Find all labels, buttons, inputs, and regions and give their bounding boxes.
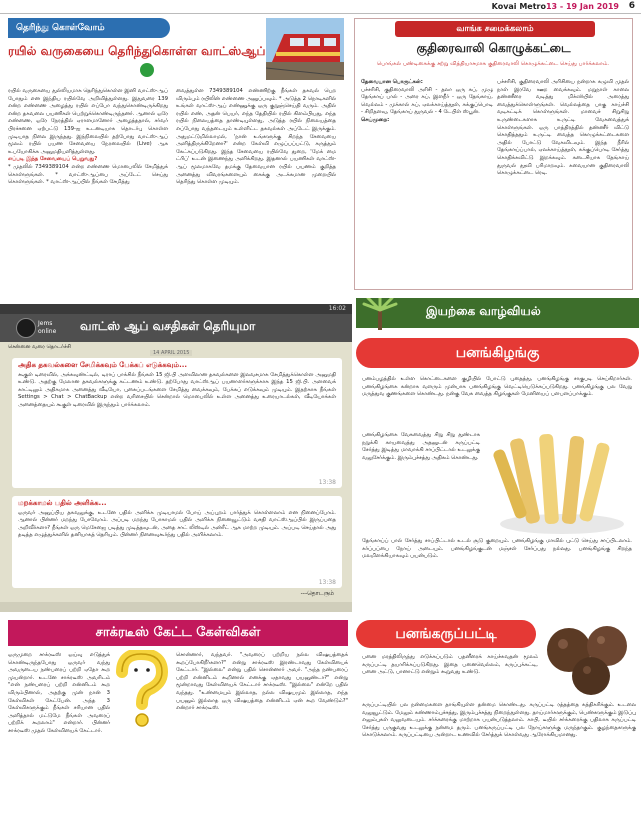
message-time: 13:38	[318, 579, 336, 586]
whatsapp-features-article	[0, 304, 352, 612]
message-input[interactable]	[0, 602, 352, 612]
ingredients-list: பச்சரிசி, குதிரைவாலி அரிசி - தலா ஒரு கப், முழு தேங்காய் பால் - அரை கப், இளநீர் - ஒரு தேங்காய், வெல்லம் - முக்கால் கப், ஏலக்காய்த்தூள், சுக்குப்பொடி - சிறிதளவு, தேங்காய் துருவல் - 4 டேபிள் ஸ்பூன்.	[361, 86, 493, 116]
recipe-title: குதிரைவாலி கொழுக்கட்டை	[416, 41, 571, 55]
section-tag: சாக்ரடீஸ் கேட்ட கேள்விகள்	[8, 620, 348, 646]
palm-sprout-image	[484, 428, 634, 538]
message-bubble	[12, 358, 342, 488]
page-header	[0, 0, 641, 14]
article-body: சொன்னார், வந்தவர். "அவரைப் பற்றிய நல்ல விஷயத்தைக் கூறப்போகிறீர்களா?" என்று சாக்ரடீஸ் இரண்டாவது கேள்வியைக் கேட்டார். "இல்லை" என்று பதில் சொன்னார் அவர். "அந்த நண்பரைப் பற்றி என்னிடம் கூறினால் எனக்கு ஏதாவது பயனுண்டா?" என்று மூன்றாவது கேள்வியைக் கேட்டார் சாக்ரடீஸ். "இல்லை" என்றே பதில் வந்தது. "உண்மையும் இல்லாத, நல்ல விஷயமும் இல்லாத, எந்த பயனும் இல்லாத ஒரு விஷயத்தை என்னிடம் ஏன் கூற வேண்டும்?" என்றார் சாக்ரடீஸ்.	[176, 652, 348, 712]
chat-header	[0, 314, 352, 342]
section-tag: தெரிந்து கொள்வோம்	[8, 18, 170, 38]
page-number: 6	[628, 1, 635, 11]
message-body: கூகுள் டிரைவில், அக்கவுண்ட்டில், டிராப் பாக்சில் நீங்கள் 15 ஜி.பி அளவிலான தகவல்களை இலவசமாக சேமித்துக்கொள்ள அனுமதி உண்டு. அதற்கு மேலான தகவல்களுக்கு கட்டணம் உண்டு. தற்போது வாட்ஸ்ஆப் பயனாளர்களுக்காக இந்த 15 ஜி.பி. அளவைக் காட்டிலும் அதிகமாக அனைத்து வீடியோ, புகைப்படங்களை சேமித்து வைக்கவும், பேக்கப் எடுக்கவும் முடியும். இதற்காக நீங்கள் Settings > Chat > ChatBackup என்ற வரிசையில் சென்றால் மொபைலில் உள்ள அனைத்து உரையாடல்கள், வீடியோக்கள் அனைத்தையும் கூகுள் டிரைவில் இருந்தும் பார்க்கலாம்.	[18, 371, 336, 408]
train-illustration	[266, 18, 344, 80]
article-body: ரயில் வருகையை துல்லியமாக தெரிந்துகொள்ள இனி வாட்ஸ்-ஆப் போதும் என இந்திய ரயில்வே அறிவித்துள்ளது. இதுவரை 139 என்ற எண்ணை அழைத்து ரயில் எப்போ வந்துகொண்டிருக்கிறது என்ற தகவலை பயணிகள் பெற்றுக்கொண்டிருந்தனர். ஆனால் ஒரே எண்ணை, ஒரே நேரத்தில் ஏராளமானோர் அழைத்ததால், சர்வர் பிரச்சனை ஏற்பட்டு 139-ஐ உடனடியாக தொடர்பு கொள்ள முடியாத நிலை இருந்தது. இந்நிலையில் தற்போது வாட்ஸ்-ஆப் மூலம் ரயில் பயண சேவையை நேரலையில் (Live) ஆக உபயோகிக்க அனுமதியளித்துள்ளது.	[8, 88, 168, 155]
article-body: பனம்பழத்தில் உள்ள கொட்டைகளை குழியில் போட்டு புதைத்து, பனங்கிழங்கு சாகுபடி செய்கிறார்கள். பனங்கிழங்கை கன்றாக வளரும் முன்பாக பனங்கிழங்கு வெட்டியெடுக்கப்படுகிறது. பனங்கிழங்கு பல வேறு மருத்துவ குணங்களை கொண்டது. நன்கு வேக வைத்த கிழங்குகள் மேனியைப் பளபளப்பாக்கும்.	[362, 376, 632, 398]
article-title: பனங்கிழங்கு	[356, 338, 639, 368]
natural-living-article	[356, 298, 639, 616]
message-title: அதிக தகவல்களை சேமிக்கவும் பேக்கப் எடுக்கவும்...	[18, 361, 188, 369]
section-tag: வாங்க சமைக்கலாம்	[395, 21, 595, 37]
ingredients-heading: தேவையான பொருட்கள்:	[361, 79, 423, 85]
sender-line: சென்னை வரை தொடர்ச்சி	[8, 344, 71, 350]
method-text: பச்சரிசி, குதிரைவாலி அரிசியை நன்றாக கழுவி முதல் நாள் இரவே ஊற வைக்கவும். மறுநாள் காலை தண்ணீரை வடித்து மிக்ஸியில் அரைத்து வைத்துக்கொள்ளுங்கள். வெல்லத்தை பாகு காய்ச்சி வடிகட்டிக் கொள்ளுங்கள். மாவைச் சிறுசிறு உருண்டைகளாக உருட்டி வேகவைத்துக் கொள்ளுங்கள். ஒரு பாத்திரத்தில் தண்ணீர் விட்டு கொதித்ததும் உருட்டி வைத்த கொழுக்கட்டைகளை அதில் போட்டு வேகவிடவும். இந்த நீரில் தேங்காய்ப்பால், ஏலக்காய்த்தூள், சுக்குப்பொடி சேர்த்து கொதிக்கவிட்டு இறக்கவும். கடைசியாக தேங்காய் துருவல் தூவி பரிமாறவும். சுவையான குதிரைவாலி கொழுக்கட்டை ரெடி.	[497, 79, 629, 177]
recipe-column-2	[497, 79, 629, 285]
article-body: தேங்காய்ப் பால் சேர்த்து சாப்பிட்டால் உடல் சூடு குறையும். பனங்கிழங்கு மாவில் புட்டு செய்து சாப்பிடலாம். கர்ப்பப்பை நோய் அடையும். பனங்கிழங்குடன் மஞ்சள் சேர்ப்பது நல்லது. பனங்கிழங்கு சிறந்த மலமிளக்கியாகவும் பயன்படும்.	[362, 538, 632, 560]
message-time: 13:38	[318, 479, 336, 486]
article-column-2	[176, 652, 348, 834]
article-body: ஒருமுறை சாக்ரடீஸ் ஒய்வு எடுத்துக் கொண்டிருந்தபோது ஒருவர் வந்து அவருடைய நண்பரைப் பற்றி ஏதோ கூற முயன்றார். உடனே சாக்ரடீஸ் அவரிடம் "என் நண்பரைப் பற்றி என்னிடம் கூற விரும்பினால், அதற்கு முன் நான் 3 கேள்விகள் கேட்பேன். அந்த 3 கேள்விகளுக்கும் நீங்கள் சரியான பதில் அளித்தால் மட்டுமே நீங்கள் அவரைப் பற்றிக் கூறலாம்" என்றார். பின்னர் சாக்ரடீஸ் முதல் கேள்வியைக் கேட்டார்.	[8, 652, 110, 734]
avatar[interactable]	[16, 318, 36, 338]
continued-label: ---தொடரும்	[300, 590, 334, 597]
recipe-subtitle: பொங்கல் பண்டிகைக்கு சற்று வித்தியாசமாக குதிரைவாலி கொழுக்கட்டை செய்து பார்க்கலாம்.	[376, 61, 610, 67]
message-body: ஒருவர் அனுப்பிய தகவலுக்கு, உடனே பதில் அளிக்க முடியாமல் போய் அப்புறம் பார்த்துக் கொள்ளலாம் என நினைப்போம். ஆனால் பின்னர் மறந்து போவோம். அப்படி மறந்து போகாமல் பதில் அளிக்க நினைவூட்டும் வசதி வாட்ஸ்ஆப்பில் இருப்பதை அறிவீர்களா? நீங்கள் ஒரு மெசேஜை படித்து முடித்தவுடன், அதை சாட் லிஸ்டில் அன்ரீட் ஆக மாற்ற முடியும். அப்படி செய்தால் அது தடித்த எழுத்துக்களில் தனியாகத் தெரியும். பின்னர் நினைவுகூர்ந்து பதில் அளிக்கலாம்.	[18, 509, 336, 539]
article-body: * முதலில் 7349389104 என்ற எண்ணை மொபைலில் சேமித்துக் கொள்ளுங்கள். * வாட்ஸ்-ஆப்பை அப்டேட் செய்து கொள்ளுங்கள். * வாட்ஸ்-ஆப்பில் நீங்கள் சேமித்து	[8, 163, 168, 186]
whatsapp-train-article	[8, 18, 344, 298]
recipe-article	[354, 18, 633, 290]
date-chip: 14 APRIL 2015	[150, 350, 192, 356]
article-body: வைத்துள்ள 7349389104 எண்ணிற்கு நீங்கள் தகவல் பெற விரும்பும் ரயிலின் எண்ணை அனுப்பவும். * அடுத்த 2 நொடிகளில் உங்கள் வாட்ஸ்-ஆப் எண்ணுக்கு ஒரு குறுஞ்செய்தி வரும். அதில் ரயில் எண், அதன் பெயர், எந்த தேதியில் ரயில் கிளம்பியது, எந்த ரயில் நிலையத்தை தாண்டியுள்ளது, அடுத்த ரயில் நிலையத்தை எப்போது வந்தடையும் உள்ளிட்ட தகவல்கள் அப்டேட் இருக்கும். அதுமட்டுமில்லாமல், 'நான் உங்களுக்கு சிறந்த சேவையை அளித்திருக்கிறேனா?' என்ற கேள்வி எழுப்பப்பட்டு, கருத்தும் கேட்கப்படுகிறது. இந்த சேவையை ரயில்வே துறை, 'மேக் மை ட்ரிப்' உடன் இணைந்து அளிக்கிறது. இதனால் பயணிகள் வாட்ஸ்-ஆப் மூலமாகவே தமக்கு தேவையான ரயில் பயணம் குறித்த அனைத்து விவரங்களையும் கைக்கு அடக்கமான முறையில் தெரிந்து கொள்ள முடியும்.	[176, 88, 336, 186]
section-band	[356, 298, 639, 328]
chat-title: வாட்ஸ் ஆப் வசதிகள் தெரியுமா	[80, 319, 256, 333]
contact-name[interactable]: Jems online	[38, 320, 57, 335]
article-headline: ரயில் வருகையை தெரிந்துகொள்ள வாட்ஸ்ஆப்	[8, 44, 266, 58]
article-body: கருப்பட்டியில் பல நன்மைகளை தாங்கியுள்ள தன்மை கொண்டது. கருப்பட்டி ரத்தத்தை சுத்திகரிக்கும். உடலை வலுவூட்டும். மேலும் சுண்ணாம்புச்சத்து, இரும்புச்சத்து நிறைந்துள்ளது. தாய்மார்களுக்கும், பெண்களுக்கும் இடுப்பு எலும்புகள் வலுவடையும். சர்க்கரைக்கு மாற்றாக பயன்படுத்தலாம். காபி, டீயில் சர்க்கரைக்கு பதிலாக கருப்பட்டி சேர்த்து பருகுவது உடலுக்கு நன்மை தரும். பனங்கருப்பட்டி பல நோய்களுக்கு மருந்தாகும். குழந்தைகளுக்கு கொடுக்கலாம். கருப்பட்டியை அன்றாட உணவில் சேர்த்துக் கொள்வது ஆரோக்கியமானது.	[362, 702, 636, 739]
article-body: பனை மரத்திலிருந்து எடுக்கப்படும் பதனீரைக் காய்ச்சுவதன் மூலம் கருப்பட்டி தயாரிக்கப்படுகிறது. இதை பனைவெல்லம், கருப்புக்கட்டி, பனை அட்டு, பானாட்டு என்றும் கூறுவது உண்டு.	[362, 654, 538, 676]
article-body: பனங்கிழங்கை வேகவைத்து சிறு சிறு துண்டாக நறுக்கி காயவைத்து அதனுடன் கருப்பட்டி சேர்த்து இடித்து மாவாக்கி சாப்பிட்டால் உடலுக்கு வலுசேர்க்கும். இரும்புச்சத்து அதிகம் கொண்டது.	[362, 432, 480, 461]
article-column-1	[8, 652, 110, 834]
recipe-column-1	[361, 79, 493, 285]
message-bubble	[12, 496, 342, 588]
article-subhead: எப்படி இந்த சேவையைப் பெறுவது?	[8, 156, 98, 163]
article-title: பனங்கருப்பட்டி	[356, 620, 536, 648]
palm-jaggery-image	[539, 620, 639, 696]
whatsapp-icon	[140, 63, 154, 77]
status-time: 16:02	[328, 305, 346, 312]
issue-date: 13 - 19 Jan 2019	[545, 2, 619, 11]
question-mark-illustration	[110, 650, 172, 728]
article-column-1	[8, 88, 168, 296]
article-column-2	[176, 88, 336, 296]
phone-status-bar	[0, 304, 352, 314]
section-title: இயற்கை வாழ்வியல்	[426, 304, 541, 318]
palm-tree-icon	[360, 298, 400, 330]
socrates-article	[8, 620, 348, 836]
message-title: மறக்காமல் பதில் அளிக்க...	[18, 499, 107, 507]
palm-jaggery-article	[356, 620, 639, 836]
method-heading: செய்முறை:	[361, 116, 390, 123]
brand-name: Kovai Metro	[491, 2, 546, 11]
